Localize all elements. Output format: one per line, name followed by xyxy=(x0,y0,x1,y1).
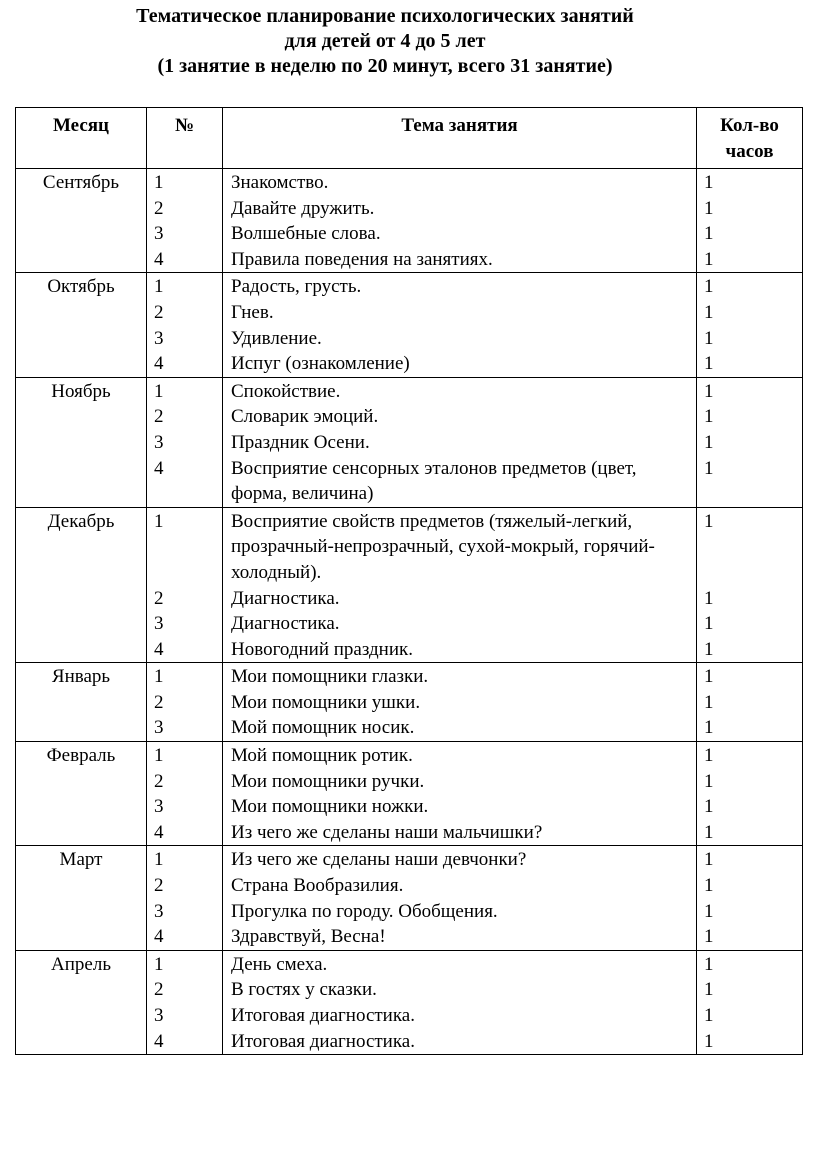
document-title xyxy=(0,4,770,79)
lesson-hours: 1 xyxy=(704,327,714,349)
lesson-number: 3 xyxy=(154,717,164,739)
lesson-number: 3 xyxy=(154,613,164,635)
lesson-number-cell xyxy=(147,169,223,273)
table-row xyxy=(16,377,803,507)
table-row xyxy=(16,663,803,742)
lesson-number: 1 xyxy=(154,380,164,402)
lesson-topic-cell xyxy=(223,663,697,742)
lesson-topic: Испуг (ознакомление) xyxy=(231,353,410,375)
lesson-hours: 1 xyxy=(704,666,714,688)
lesson-topic: Новогодний праздник. xyxy=(231,638,414,660)
lesson-topic-cell xyxy=(223,846,697,950)
lesson-number: 3 xyxy=(154,900,164,922)
month-cell: Декабрь xyxy=(16,507,147,663)
lesson-number: 4 xyxy=(154,821,164,843)
month-cell: Октябрь xyxy=(16,273,147,377)
lesson-topic: Прогулка по городу. Обобщения. xyxy=(231,900,498,922)
month-cell: Февраль xyxy=(16,742,147,846)
lesson-topic: В гостях у сказки. xyxy=(231,979,377,1001)
lesson-hours: 1 xyxy=(704,613,714,635)
lesson-topic: Мой помощник ротик. xyxy=(231,745,413,767)
lesson-topic: Праздник Осени. xyxy=(231,431,370,453)
lesson-hours: 1 xyxy=(704,457,714,479)
lesson-topic: Итоговая диагностика. xyxy=(231,1030,415,1052)
line-spacer xyxy=(154,560,222,586)
lesson-number: 3 xyxy=(154,431,164,453)
lesson-hours-cell xyxy=(697,273,803,377)
lesson-hours: 1 xyxy=(704,197,714,219)
lesson-topic: Гнев. xyxy=(231,301,274,323)
lesson-topic: Давайте дружить. xyxy=(231,197,375,219)
month-cell: Апрель xyxy=(16,950,147,1054)
lesson-topic: Радость, грусть. xyxy=(231,276,362,298)
lesson-number: 2 xyxy=(154,875,164,897)
lesson-hours: 1 xyxy=(704,406,714,428)
lesson-topic: Мои помощники глазки. xyxy=(231,666,429,688)
lesson-hours: 1 xyxy=(704,979,714,1001)
lesson-hours: 1 xyxy=(704,875,714,897)
lesson-hours: 1 xyxy=(704,587,714,609)
title-line-1: Тематическое планирование психологических занятий xyxy=(136,5,634,27)
lesson-number: 4 xyxy=(154,353,164,375)
lesson-topic: Диагностика. xyxy=(231,587,340,609)
title-line-3: (1 занятие в неделю по 20 минут, всего 31 занятие) xyxy=(157,55,613,77)
lesson-hours-cell xyxy=(697,663,803,742)
lesson-hours: 1 xyxy=(704,1030,714,1052)
lesson-topic: Из чего же сделаны наши мальчишки? xyxy=(231,821,543,843)
header-month: Месяц xyxy=(16,108,147,169)
lesson-number: 1 xyxy=(154,510,164,532)
lesson-hours: 1 xyxy=(704,510,714,532)
lesson-hours: 1 xyxy=(704,1005,714,1026)
month-cell: Ноябрь xyxy=(16,377,147,507)
lesson-topic: Восприятие свойств предметов (тяжелый-легкий, прозрачный-непрозрачный, сухой-мокрый, горячий-холодный). xyxy=(231,510,655,583)
lesson-number: 4 xyxy=(154,1030,164,1052)
lesson-topic: Здравствуй, Весна! xyxy=(231,926,386,948)
lesson-number-cell xyxy=(147,950,223,1054)
lesson-topic: Мои помощники ушки. xyxy=(231,691,421,713)
table-row xyxy=(16,169,803,273)
lesson-hours-cell xyxy=(697,742,803,846)
lesson-number: 3 xyxy=(154,1005,164,1026)
lesson-number-cell xyxy=(147,846,223,950)
header-number: № xyxy=(147,108,223,169)
lesson-hours: 1 xyxy=(704,953,714,975)
lesson-hours-cell xyxy=(697,846,803,950)
lesson-topic: Итоговая диагностика. xyxy=(231,1005,415,1026)
lesson-number: 4 xyxy=(154,248,164,270)
lesson-hours-cell xyxy=(697,950,803,1054)
lesson-topic: Знакомство. xyxy=(231,172,329,193)
lesson-number-cell xyxy=(147,663,223,742)
lesson-hours: 1 xyxy=(704,745,714,767)
lesson-topic: Мои помощники ножки. xyxy=(231,796,429,818)
lesson-hours: 1 xyxy=(704,172,714,193)
table-body xyxy=(16,169,803,1055)
lesson-topic: Диагностика. xyxy=(231,613,340,635)
lesson-topic: Мой помощник носик. xyxy=(231,717,415,739)
lesson-hours: 1 xyxy=(704,248,714,270)
header-hours: Кол-во часов xyxy=(697,108,803,169)
lesson-topic-cell xyxy=(223,377,697,507)
header-topic: Тема занятия xyxy=(223,108,697,169)
month-cell: Сентябрь xyxy=(16,169,147,273)
lesson-number: 1 xyxy=(154,666,164,688)
lesson-number: 2 xyxy=(154,979,164,1001)
lesson-topic: День смеха. xyxy=(231,953,328,975)
lesson-hours: 1 xyxy=(704,276,714,298)
line-spacer xyxy=(154,481,222,507)
lesson-number: 1 xyxy=(154,745,164,767)
lesson-number-cell xyxy=(147,377,223,507)
table-row xyxy=(16,950,803,1054)
lesson-number: 2 xyxy=(154,691,164,713)
line-spacer xyxy=(704,560,802,586)
lesson-topic: Спокойствие. xyxy=(231,380,341,402)
lesson-number: 1 xyxy=(154,849,164,871)
lesson-number: 3 xyxy=(154,223,164,245)
lesson-topic: Страна Вообразилия. xyxy=(231,875,404,897)
line-spacer xyxy=(704,534,802,560)
lesson-topic: Из чего же сделаны наши девчонки? xyxy=(231,849,527,871)
lesson-number: 3 xyxy=(154,796,164,818)
lesson-topic-cell xyxy=(223,950,697,1054)
table-row xyxy=(16,273,803,377)
lesson-topic: Удивление. xyxy=(231,327,322,349)
lesson-topic: Мои помощники ручки. xyxy=(231,770,425,792)
lesson-number-cell xyxy=(147,507,223,663)
lesson-topic: Восприятие сенсорных эталонов предметов (цвет, форма, величина) xyxy=(231,457,637,505)
lesson-number: 2 xyxy=(154,770,164,792)
lesson-number: 1 xyxy=(154,276,164,298)
lesson-number: 1 xyxy=(154,953,164,975)
lesson-hours-cell xyxy=(697,507,803,663)
lesson-hours: 1 xyxy=(704,638,714,660)
lesson-number: 2 xyxy=(154,587,164,609)
lesson-number: 4 xyxy=(154,457,164,479)
lesson-hours-cell xyxy=(697,169,803,273)
lesson-hours: 1 xyxy=(704,301,714,323)
table-header-row xyxy=(16,108,803,169)
lesson-hours-cell xyxy=(697,377,803,507)
lesson-hours: 1 xyxy=(704,431,714,453)
table-row xyxy=(16,507,803,663)
lesson-number: 3 xyxy=(154,327,164,349)
line-spacer xyxy=(704,481,802,507)
lesson-number: 4 xyxy=(154,926,164,948)
lesson-hours: 1 xyxy=(704,380,714,402)
lesson-plan-table xyxy=(15,107,803,1055)
table-row xyxy=(16,742,803,846)
lesson-hours: 1 xyxy=(704,796,714,818)
lesson-hours: 1 xyxy=(704,900,714,922)
lesson-topic: Словарик эмоций. xyxy=(231,406,379,428)
lesson-number: 1 xyxy=(154,172,164,193)
lesson-topic-cell xyxy=(223,273,697,377)
lesson-topic-cell xyxy=(223,507,697,663)
lesson-topic: Правила поведения на занятиях. xyxy=(231,248,493,270)
lesson-number: 2 xyxy=(154,301,164,323)
lesson-number: 4 xyxy=(154,638,164,660)
month-cell: Март xyxy=(16,846,147,950)
lesson-hours: 1 xyxy=(704,691,714,713)
lesson-number-cell xyxy=(147,273,223,377)
line-spacer xyxy=(154,534,222,560)
month-cell: Январь xyxy=(16,663,147,742)
lesson-hours: 1 xyxy=(704,849,714,871)
lesson-hours: 1 xyxy=(704,821,714,843)
lesson-topic: Волшебные слова. xyxy=(231,223,381,245)
lesson-number: 2 xyxy=(154,197,164,219)
lesson-topic-cell xyxy=(223,742,697,846)
title-line-2: для детей от 4 до 5 лет xyxy=(284,30,486,52)
lesson-number-cell xyxy=(147,742,223,846)
lesson-hours: 1 xyxy=(704,353,714,375)
lesson-topic-cell xyxy=(223,169,697,273)
lesson-number: 2 xyxy=(154,406,164,428)
lesson-hours: 1 xyxy=(704,223,714,245)
lesson-hours: 1 xyxy=(704,770,714,792)
table-row xyxy=(16,846,803,950)
lesson-hours: 1 xyxy=(704,926,714,948)
lesson-hours: 1 xyxy=(704,717,714,739)
